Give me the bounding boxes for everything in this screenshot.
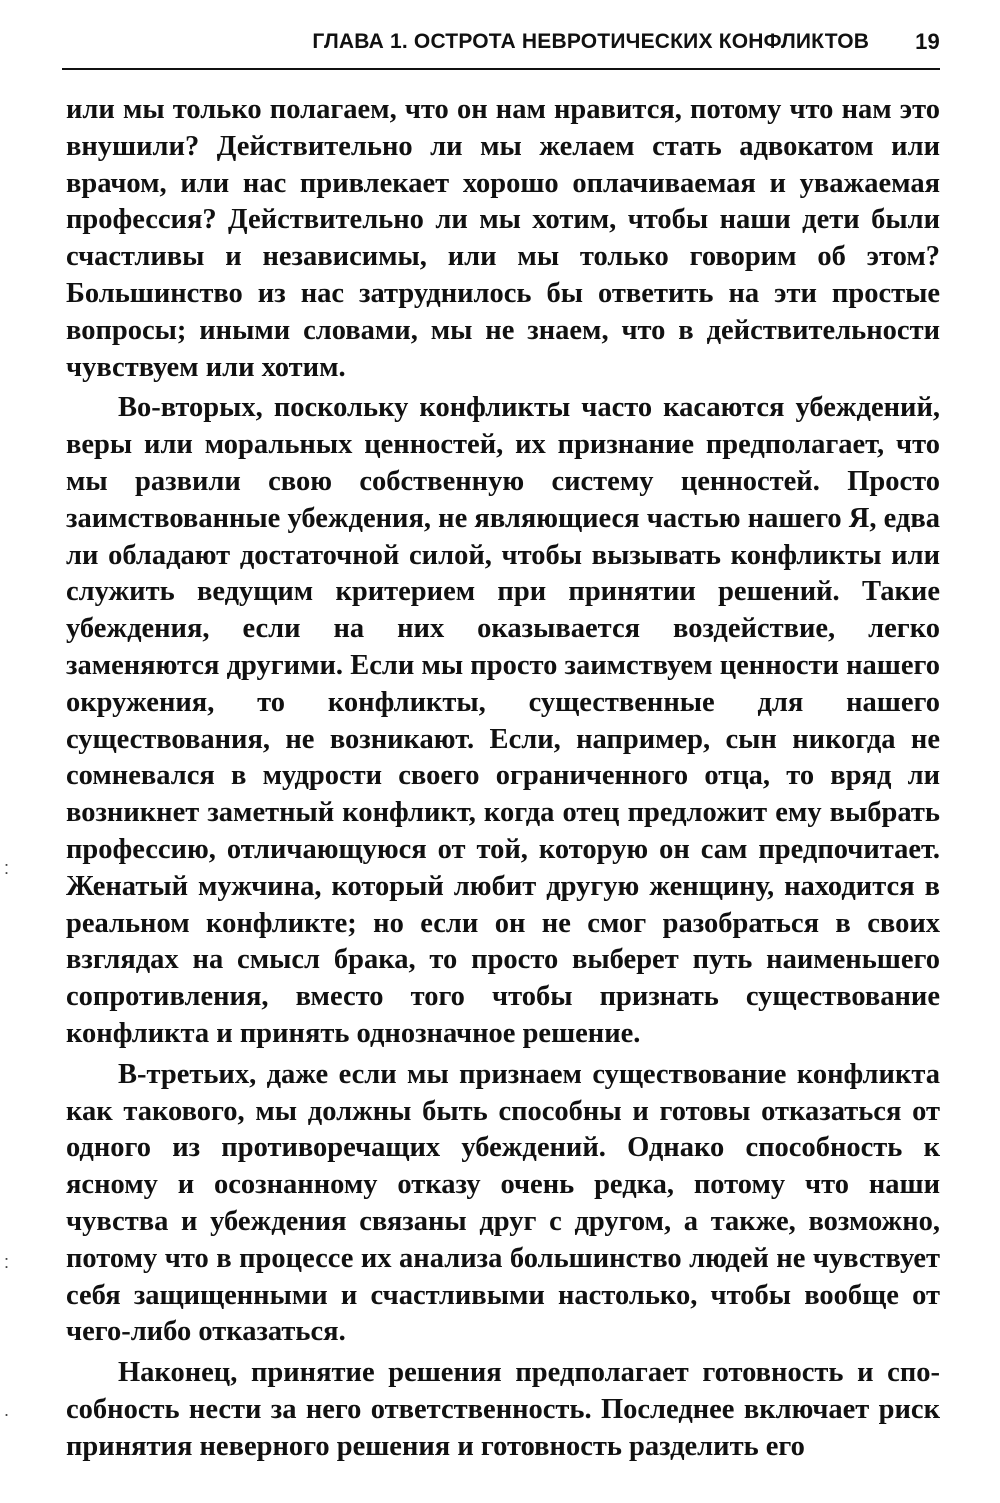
body-text [66,92,940,1465]
paragraph-secondly: Во-вторых, поскольку конфликты часто касаются убеждений, веры или моральных ценностей, их признание предполагает, что мы развили свою собственную систему ценностей. Просто заимствованные убеждения, не являющиеся частью нашего Я, едва ли обладают достаточной силой, чтобы вызывать конфликты или служить ведущим критерием при принятии решений. Такие убеждения, если на них оказывается воздействие, легко заменяются другими. Если мы просто заимствуем ценности нашего окружения, то конфликты, существенные для нашего существования, не возникают. Если, например, сын никогда не сомневался в мудрости своего ограниченного отца, то вряд ли возникнет заметный конфликт, когда отец предложит ему выбрать профессию, отличающуюся от той, которую он сам предпочитает. Женатый мужчина, который любит другую женщину, находится в реальном конфликте; но если он не смог разобраться в своих взглядах на смысл брака, то просто выберет путь наименьшего сопротивления, вместо того чтобы признать существование конфликта и принять однозначное решение. [66,392,940,1049]
paragraph-finally: Наконец, принятие решения предполагает готовность и способность нести за него ответственность. Последнее включает риск принятия неверного решения и готовность разделить его [66,1357,940,1462]
paragraph-thirdly: В-третьих, даже если мы признаем существование конфликта как такового, мы должны быть способны и готовы отказаться от одного из противоречащих убеждений. Однако способность к ясному и осознанному отказу очень редка, потому что наши чувства и убеждения связаны друг с другом, а также, возможно, потому что в процессе их анализа большинство людей не чувствует себя защищенными и счастливыми настолько, чтобы вообще от чего-либо отказаться. [66,1058,940,1348]
paragraph-continued: или мы только полагаем, что он нам нравится, потому что нам это внушили? Действительно ли мы желаем стать адвокатом или врачом, или нас привлекает хорошо оплачиваемая и уважаемая профессия? Действительно ли мы хотим, чтобы наши дети были счастливы и независимы, или мы только говорим об этом? Большинство из нас затруднилось бы ответить на эти простые вопросы; иными словами, мы не знаем, что в действительности чувствуем или хотим. [66,94,940,383]
margin-mark: : [4,1252,10,1272]
chapter-title: ГЛАВА 1. ОСТРОТА НЕВРОТИЧЕСКИХ КОНФЛИКТОВ [312,30,870,53]
margin-mark: . [4,1400,10,1420]
margin-mark: : [4,858,10,878]
running-header [62,22,940,62]
page-number: 19 [915,29,940,54]
header-rule [62,68,940,70]
